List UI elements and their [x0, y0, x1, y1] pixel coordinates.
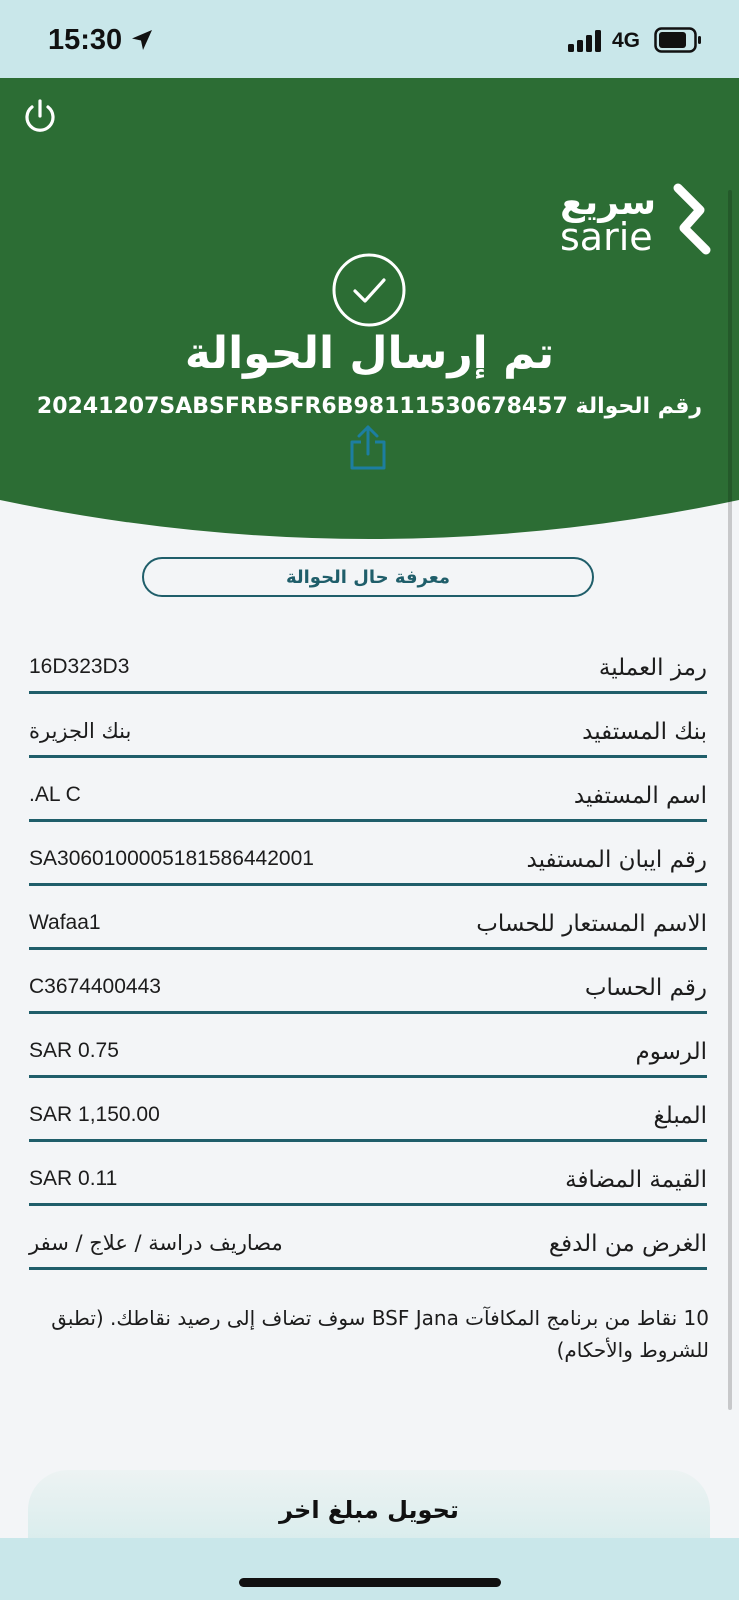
home-indicator[interactable]	[239, 1578, 501, 1587]
rewards-note: 10 نقاط من برنامج المكافآت BSF Jana سوف تضاف إلى رصيد نقاطك. (تطبق للشروط والأحكام)	[51, 1306, 709, 1362]
detail-value: .AL C	[29, 783, 81, 806]
detail-row-payment-purpose	[29, 1206, 707, 1270]
confirmation-header	[0, 78, 739, 558]
logo-arabic-text: سريع	[560, 182, 656, 223]
detail-row-amount	[29, 1078, 707, 1142]
detail-value: SAR 0.11	[29, 1167, 118, 1190]
reference-number: 20241207SABSFRBSFR6B98111530678457	[36, 394, 568, 419]
detail-label: رقم الحساب	[584, 975, 707, 1001]
reference-label: رقم الحوالة	[575, 394, 703, 419]
detail-label: اسم المستفيد	[573, 783, 707, 809]
status-bar	[0, 0, 739, 78]
detail-label: المبلغ	[653, 1103, 707, 1129]
power-icon[interactable]	[22, 98, 58, 136]
detail-row-account-number	[29, 950, 707, 1014]
status-time: 15:30	[48, 24, 123, 56]
detail-row-beneficiary-name	[29, 758, 707, 822]
detail-label: رقم ايبان المستفيد	[526, 847, 707, 873]
transfer-another-amount-button[interactable]: تحويل مبلغ اخر	[28, 1470, 710, 1550]
check-transfer-status-button[interactable]: معرفة حال الحوالة	[142, 557, 594, 597]
detail-label: رمز العملية	[598, 655, 707, 681]
detail-row-account-alias	[29, 886, 707, 950]
bottom-safe-area	[0, 1538, 739, 1600]
detail-row-beneficiary-iban	[29, 822, 707, 886]
battery-icon	[654, 27, 702, 53]
cellular-signal-icon	[568, 30, 604, 52]
transfer-reference	[0, 394, 739, 419]
detail-label: الغرض من الدفع	[548, 1231, 707, 1257]
detail-value: مصاريف دراسة / علاج / سفر	[29, 1231, 283, 1255]
detail-row-beneficiary-bank	[29, 694, 707, 758]
detail-label: القيمة المضافة	[565, 1167, 707, 1193]
network-type: 4G	[612, 29, 641, 52]
detail-value: SAR 1,150.00	[29, 1103, 160, 1126]
detail-label: الرسوم	[635, 1039, 707, 1065]
detail-value: Wafaa1	[29, 911, 101, 934]
location-arrow-icon	[130, 28, 154, 52]
detail-label: بنك المستفيد	[582, 719, 707, 745]
detail-value: بنك الجزيرة	[29, 719, 132, 743]
sarie-logo	[560, 176, 720, 258]
transfer-details-list	[29, 630, 707, 1270]
share-icon[interactable]	[347, 424, 389, 470]
detail-value: 16D323D3	[29, 655, 130, 678]
detail-value: SAR 0.75	[29, 1039, 119, 1062]
detail-row-vat	[29, 1142, 707, 1206]
scrollbar[interactable]	[728, 190, 732, 1410]
detail-row-fees	[29, 1014, 707, 1078]
detail-value: C3674400443	[29, 975, 161, 998]
logo-latin-text: sarie	[560, 215, 653, 258]
check-circle-icon	[331, 252, 407, 328]
detail-value: SA3060100005181586442001	[29, 847, 314, 870]
detail-label: الاسم المستعار للحساب	[476, 911, 707, 937]
page-title: تم إرسال الحوالة	[184, 328, 555, 379]
detail-row-transaction-code	[29, 630, 707, 694]
